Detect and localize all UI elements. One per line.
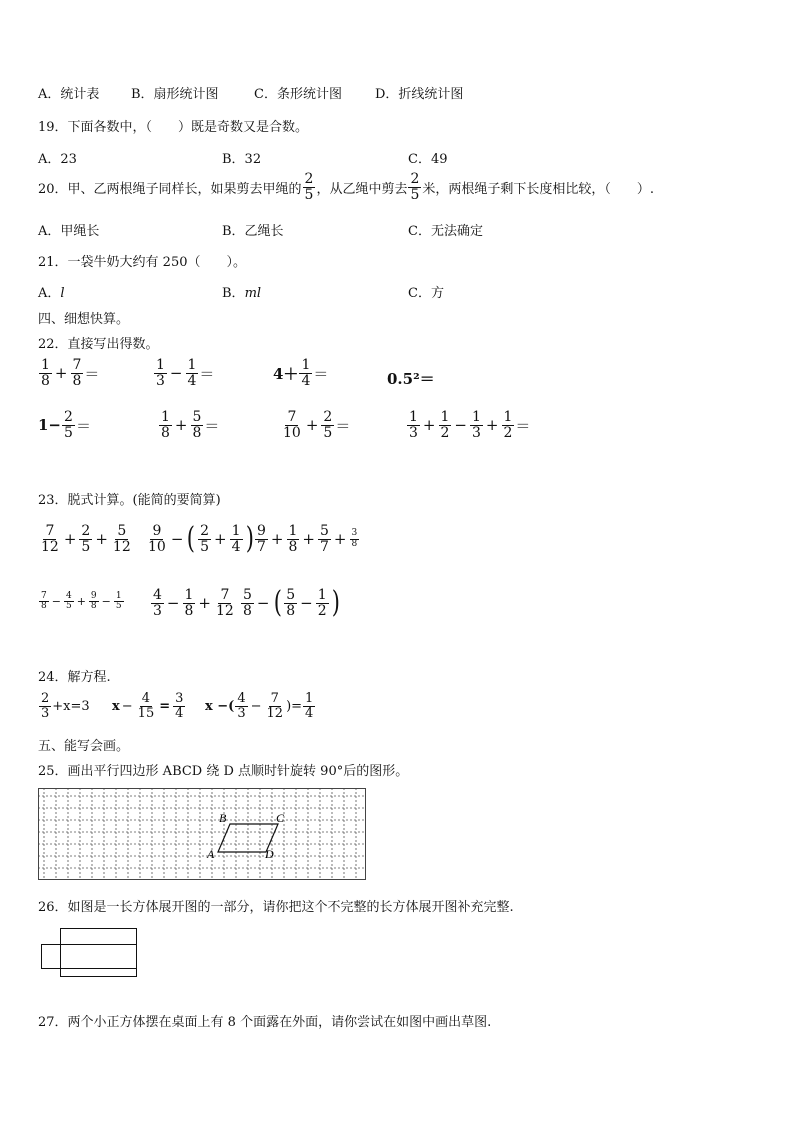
q20-stem-part3: 米，两根绳子剩下长度相比较，（ ）. [422,181,655,197]
q22-expr-3: 4＋ $\frac{1}{4}$ ＝ [273,357,329,389]
q22-expr-5: 1− $\frac{2}{5}$ ＝ [38,409,91,441]
q22-expr-8: $\frac{1}{3}$ + $\frac{1}{2}$ − $\frac{1}{3}$ + $\frac{1}{2}$ ＝ [409,409,531,441]
q22-expr-2: $\frac{1}{3}$ − $\frac{1}{4}$ ＝ [156,357,215,389]
q23-expr-5: $\frac{4}{3}$ − $\frac{1}{8}$ + $\frac{7}{12}$ [153,587,234,619]
q20-fraction-2: $\frac{2}{5}$ [410,171,420,203]
q21-option-b: B．ml [222,286,262,301]
q22-stem: 22．直接写出得数。 [38,337,159,352]
q24-stem: 24．解方程. [38,670,111,685]
q24-equation-2: x − $\frac{4}{15}$ = $\frac{3}{4}$ [112,691,184,721]
label-a: A [207,847,215,861]
q20-option-a: A．甲绳长 [38,224,100,239]
q24-equation-3: x −( $\frac{4}{3}$ − $\frac{7}{12}$ )= $\frac{1}{4}$ [205,691,314,721]
q23-expr-1: $\frac{7}{12}$ + $\frac{2}{5}$ + $\frac{5}{12}$ [41,523,131,555]
q26-stem: 26．如图是一长方体展开图的一部分，请你把这个不完整的长方体展开图补充完整. [38,900,514,915]
label-b: B [219,811,227,825]
section-4-heading: 四、细想快算。 [38,312,130,327]
q19-option-a: A．23 [38,152,77,167]
q26-net-figure [38,928,140,978]
q18-option-a: A．统计表 [38,87,100,102]
q25-grid-figure [38,788,366,880]
q22-expr-4: 0.5²＝ [387,370,435,388]
q27-stem: 27．两个小正方体摆在桌面上有 8 个面露在外面，请你尝试在如图中画出草图. [38,1015,492,1030]
label-c: C [276,811,285,825]
q20-option-c: C．无法确定 [408,224,483,239]
q23-expr-4: $\frac{7}{8}$ − $\frac{4}{5}$ + $\frac{9}{8}$ − $\frac{1}{5}$ [41,591,122,612]
q19-option-b: B．32 [222,152,262,167]
q21-stem: 21．一袋牛奶大约有 250（ ）。 [38,255,246,270]
q21-option-a: A．l [38,286,65,301]
q22-expr-7: $\frac{7}{10}$ + $\frac{2}{5}$ ＝ [283,409,351,441]
q20-option-b: B．乙绳长 [222,224,284,239]
q20-stem-part1: 20．甲、乙两根绳子同样长，如果剪去甲绳的 [38,181,302,197]
q23-expr-2: $\frac{9}{10}$ − ( $\frac{2}{5}$ + $\frac{1}{4}$ ) [148,521,254,557]
q19-stem: 19．下面各数中，（ ）既是奇数又是合数。 [38,120,309,135]
section-5-heading: 五、能写会画。 [38,739,130,754]
q22-expr-6: $\frac{1}{8}$ + $\frac{5}{8}$ ＝ [161,409,220,441]
q20-stem-part2: ，从乙绳中剪去 [316,181,408,197]
q22-expr-1: $\frac{1}{8}$ + $\frac{7}{8}$ ＝ [41,357,100,389]
q21-option-c: C．方 [408,286,444,301]
label-d: D [265,847,274,861]
q25-stem: 25．画出平行四边形 ABCD 绕 D 点顺时针旋转 90°后的图形。 [38,764,409,779]
q20-stem [38,172,654,202]
q23-stem: 23．脱式计算。(能简的要简算) [38,493,221,508]
q23-expr-6: $\frac{5}{8}$ − ( $\frac{5}{8}$ − $\frac{1}{2}$ ) [243,585,340,621]
q24-equation-1: $\frac{2}{3}$ +x=3 [41,691,90,721]
q18-option-c: C．条形统计图 [254,87,342,102]
q23-expr-3: $\frac{9}{7}$ + $\frac{1}{8}$ + $\frac{5}{7}$ + $\frac{3}{8}$ [257,523,358,555]
q20-fraction-1: $\frac{2}{5}$ [304,171,314,203]
q18-option-b: B．扇形统计图 [131,87,219,102]
q18-option-d: D．折线统计图 [375,87,464,102]
q19-option-c: C．49 [408,152,448,167]
